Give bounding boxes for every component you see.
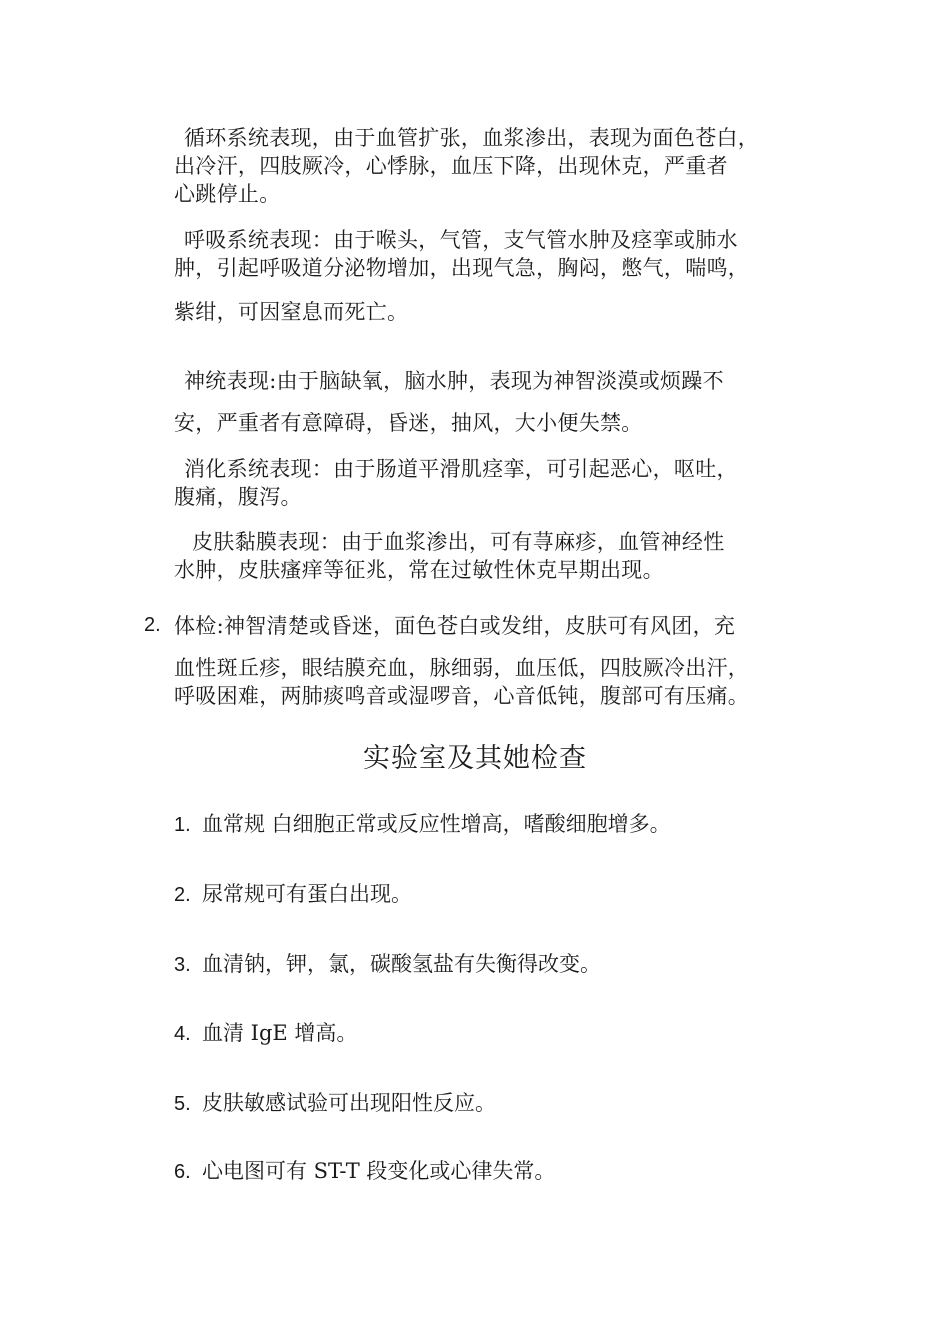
lab-list-item xyxy=(174,1087,496,1117)
paragraph-line: 呼吸困难，两肺痰鸣音或湿啰音，心音低钝，腹部可有压痛。 xyxy=(174,684,750,708)
paragraph-line: 循环系统表现，由于血管扩张，血浆渗出，表现为面色苍白， xyxy=(184,126,760,150)
list-number: 3. xyxy=(174,954,191,976)
list-number: 1. xyxy=(174,814,191,836)
list-number: 6. xyxy=(174,1161,191,1183)
paragraph-line: 神统表现:由于脑缺氧，脑水肿，表现为神智淡漠或烦躁不 xyxy=(184,369,724,393)
nervous-paragraph xyxy=(174,367,814,437)
list-text: 血常规 白细胞正常或反应性增高，嗜酸细胞增多。 xyxy=(202,812,671,836)
list-number: 5. xyxy=(174,1093,191,1115)
paragraph-line: 出冷汗，四肢厥冷，心悸脉，血压下降，出现休克，严重者 xyxy=(174,154,728,178)
paragraph-line: 肿，引起呼吸道分泌物增加，出现气急，胸闷，憋气，喘鸣， xyxy=(174,256,750,280)
digestive-paragraph xyxy=(174,455,814,511)
lab-list-item xyxy=(174,1017,357,1047)
paragraph-line: 呼吸系统表现：由于喉头，气管，支气管水肿及痉挛或肺水 xyxy=(184,228,738,252)
list-text: 皮肤敏感试验可出现阳性反应。 xyxy=(202,1091,496,1115)
paragraph-line: 皮肤黏膜表现：由于血浆渗出，可有荨麻疹，血管神经性 xyxy=(192,530,725,554)
paragraph-line: 消化系统表现：由于肠道平滑肌痉挛，可引起恶心，呕吐， xyxy=(184,457,738,481)
paragraph-line: 心跳停止。 xyxy=(174,182,281,206)
list-text: 心电图可有 ST-T 段变化或心律失常。 xyxy=(202,1159,556,1183)
list-text: 尿常规可有蛋白出现。 xyxy=(202,882,412,906)
lab-list-item xyxy=(174,878,412,908)
lab-list-item xyxy=(174,948,601,978)
paragraph-line: 血性斑丘疹，眼结膜充血，脉细弱，血压低，四肢厥冷出汗， xyxy=(174,656,750,680)
paragraph-line: 水肿，皮肤瘙痒等征兆，常在过敏性休克早期出现。 xyxy=(174,558,664,582)
paragraph-line: 安，严重者有意障碍，昏迷，抽风，大小便失禁。 xyxy=(174,411,643,435)
physical-exam-paragraph xyxy=(174,612,814,710)
lab-list-item xyxy=(174,808,671,838)
respiratory-paragraph xyxy=(174,226,814,326)
list-number: 4. xyxy=(174,1023,191,1045)
physical-exam-number: 2. xyxy=(144,614,161,636)
lab-list-item xyxy=(174,1155,555,1185)
skin-paragraph xyxy=(174,528,814,584)
paragraph-line: 紫绀，可因窒息而死亡。 xyxy=(174,300,409,324)
list-text: 血清钠，钾，氯，碳酸氢盐有失衡得改变。 xyxy=(202,952,601,976)
lab-section-heading: 实验室及其她检查 xyxy=(363,743,587,774)
circulatory-paragraph xyxy=(174,124,814,208)
list-text: 血清 IgE 增高。 xyxy=(202,1021,358,1045)
paragraph-line: 腹痛，腹泻。 xyxy=(174,485,302,509)
list-number: 2. xyxy=(174,884,191,906)
paragraph-line: 体检:神智清楚或昏迷，面色苍白或发绀，皮肤可有风团，充 xyxy=(174,614,736,638)
